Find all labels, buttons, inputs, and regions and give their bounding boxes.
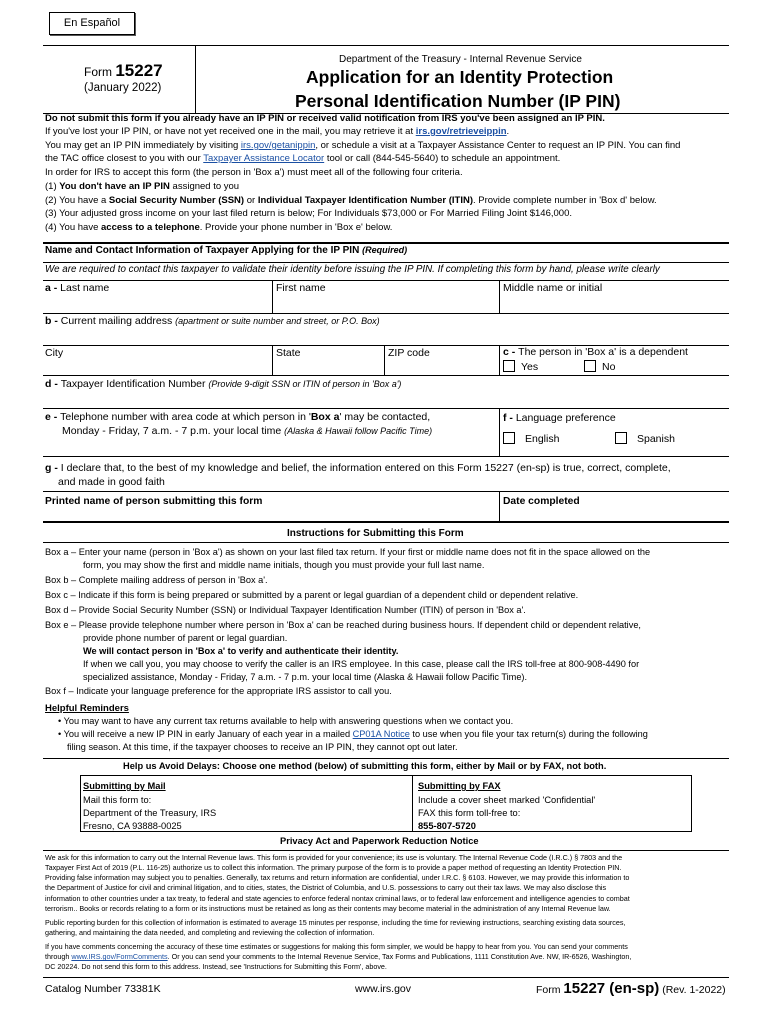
privacy-p7: Public reporting burden for this collection of information is estimated to average 15 minutes per response, including the time for reviewing instructions, searching existing data sources, <box>45 918 626 927</box>
form-number: Form 15227 <box>84 61 163 80</box>
privacy-title: Privacy Act and Paperwork Reduction Notice <box>280 836 479 846</box>
reminders-title: Helpful Reminders <box>45 703 129 714</box>
mailing-address-field[interactable]: b - Current mailing address (apartment or suite number and street, or P.O. Box) <box>45 315 380 327</box>
instr-box-e-5: specialized assistance, Monday - Friday, 7 a.m. - 7 p.m. your local time (Alaska & Hawaii follow Pacific Time). <box>83 672 528 682</box>
section-title: Name and Contact Information of Taxpayer Applying for the IP PIN (Required) <box>45 245 408 256</box>
intro-criteria: In order for IRS to accept this form (the person in 'Box a') must meet all of the following four criteria. <box>45 167 463 178</box>
english-option[interactable]: English <box>503 432 559 447</box>
spanish-checkbox[interactable] <box>615 432 627 444</box>
department: Department of the Treasury - Internal Revenue Service <box>339 54 582 65</box>
first-name-field[interactable]: First name <box>276 282 326 294</box>
date-completed-field[interactable]: Date completed <box>503 496 580 507</box>
dependent-label: c - The person in 'Box a' is a dependent <box>503 346 688 358</box>
spanish-option[interactable]: Spanish <box>615 432 675 447</box>
privacy-p3: Providing false information may subject you to penalties. Generally, tax returns and return information are confidential, under I.R.C. § 6103. However, we may provide this information to <box>45 873 630 882</box>
tin-field[interactable]: d - Taxpayer Identification Number (Provide 9-digit SSN or ITIN of person in 'Box a') <box>45 378 402 390</box>
lang-button-label: En Español <box>63 17 121 29</box>
criteria-4: (4) You have access to a telephone. Provide your phone number in 'Box e' below. <box>45 222 393 233</box>
section-note: We are required to contact this taxpayer to validate their identity before issuing the IP PIN. If completing this form by hand, please write clearly <box>45 264 660 275</box>
fax-heading: Submitting by FAX <box>418 781 501 791</box>
criteria-3: (3) Your adjusted gross income on your last filed return is below; For Individuals $73,000 or For Married Filing Joint $146,000. <box>45 208 572 219</box>
footer-form-number: Form 15227 (en-sp) (Rev. 1-2022) <box>536 980 726 997</box>
page-title-line2: Personal Identification Number (IP PIN) <box>295 91 621 111</box>
instr-box-e-3: We will contact person in 'Box a' to verify and authenticate their identity. <box>83 646 399 656</box>
dependent-yes[interactable]: Yes <box>503 360 538 375</box>
no-checkbox[interactable] <box>584 360 596 372</box>
privacy-p4: the Department of Justice for civil and criminal litigation, and to cities, states, the District of Columbia, and U.S. possessions to carry out their tax laws. We may also disclose this <box>45 883 607 892</box>
city-field[interactable]: City <box>45 347 64 359</box>
middle-name-field[interactable]: Middle name or initial <box>503 282 603 294</box>
zip-field[interactable]: ZIP code <box>388 347 430 359</box>
privacy-p8: gathering, and maintaining the data needed, and completing and reviewing the collection of information. <box>45 928 375 937</box>
instr-box-f: Box f – Indicate your language preference for the appropriate IRS assistor to call you. <box>45 686 392 696</box>
instr-box-b: Box b – Complete mailing address of person in 'Box a'. <box>45 575 268 585</box>
instr-box-d: Box d – Provide Social Security Number (SSN) or Individual Taxpayer Identification Number (ITIN) of person in 'Box a'. <box>45 605 526 615</box>
privacy-p2: Taxpayer First Act of 2019 (P.L. 116-25) authorize us to collect this information. The primary purpose of the form is to provide a paper method of requesting an Identity Protection PIN. <box>45 863 622 872</box>
submit-title: Help us Avoid Delays: Choose one method (below) of submitting this form, either by Mail or by FAX, not both. <box>123 761 607 771</box>
printed-name-field[interactable]: Printed name of person submitting this form <box>45 496 263 507</box>
form-date: (January 2022) <box>84 82 162 94</box>
instr-box-a-2: form, you may show the first and middle name initials, though you must provide your full last name. <box>83 560 485 570</box>
intro-tac: the TAC office closest to you with our Taxpayer Assistance Locator tool or call (844-545-5640) to schedule an appointment. <box>45 153 561 164</box>
language-label: f - Language preference <box>503 412 616 424</box>
state-field[interactable]: State <box>276 347 301 359</box>
en-espanol-button[interactable] <box>49 12 135 35</box>
mail-line2: Department of the Treasury, IRS <box>83 808 217 818</box>
privacy-p11: DC 20224. Do not send this form to this address. Instead, see 'Instructions for Submitting this Form', above. <box>45 962 387 971</box>
instructions-title: Instructions for Submitting this Form <box>287 528 464 539</box>
privacy-p9: If you have comments concerning the accuracy of these time estimates or suggestions for making this form simpler, we would be happy to hear from you. You can send your comments <box>45 942 628 951</box>
dependent-no[interactable]: No <box>584 360 615 375</box>
privacy-p1: We ask for this information to carry out the Internal Revenue laws. This form is provided for your convenience; its use is voluntary. The Internal Revenue Code (I.R.C.) § 7803 and the <box>45 853 623 862</box>
telephone-field[interactable]: e - Telephone number with area code at which person in 'Box a' may be contacted, <box>45 411 431 423</box>
privacy-p10: through www.IRS.gov/FormComments. Or you can send your comments to the Internal Revenue Service, Tax Forms and Publications, 1111 Constitution Ave. NW, IR-6526, Washington, <box>45 952 632 961</box>
privacy-p6: terrorism.. Books or records relating to a form or its instructions must be retained as long as their contents may become material in the administration of any Internal Revenue law. <box>45 904 611 913</box>
fax-line2: FAX this form toll-free to: <box>418 808 521 818</box>
declaration-line2: and made in good faith <box>58 476 165 488</box>
declaration: g - I declare that, to the best of my knowledge and belief, the information entered on this Form 15227 (en-sp) is true, correct, complete, <box>45 462 671 474</box>
reminder-2: • You will receive a new IP PIN in early January of each year in a mailed CP01A Notice to use when you file your tax return(s) during the following <box>58 729 648 739</box>
page-title-line1: Application for an Identity Protection <box>306 67 614 87</box>
getanippin-link[interactable]: irs.gov/getanippin <box>240 140 316 151</box>
catalog-number: Catalog Number 73381K <box>45 983 161 995</box>
instr-box-e-2: provide phone number of parent or legal guardian. <box>83 633 288 643</box>
intro-immediate: You may get an IP PIN immediately by visiting irs.gov/getanippin, or schedule a visit at a Taxpayer Assistance Center to request an IP PIN. You can find <box>45 140 681 151</box>
instr-box-e: Box e – Please provide telephone number where person in 'Box a' can be reached during business hours. If dependent child or dependent relative, <box>45 620 641 630</box>
last-name-field[interactable]: a - Last name <box>45 282 110 294</box>
reminder-3: filing season. At this time, if the taxpayer chooses to receive an IP PIN, they cannot opt out later. <box>67 742 458 752</box>
mail-line1: Mail this form to: <box>83 795 152 805</box>
intro-warning: Do not submit this form if you already have an IP PIN or received valid notification from IRS you've been assigned an IP PIN. <box>45 113 605 124</box>
intro-retrieve: If you've lost your IP PIN, or have not yet received one in the mail, you may retrieve it at irs.gov/retrieveippin. <box>45 126 510 137</box>
yes-checkbox[interactable] <box>503 360 515 372</box>
mail-heading: Submitting by Mail <box>83 781 166 791</box>
cp01a-link[interactable]: CP01A Notice <box>352 729 410 739</box>
fax-line1: Include a cover sheet marked 'Confidential' <box>418 795 596 805</box>
fax-number: 855-807-5720 <box>418 821 476 831</box>
instr-box-e-4: If when we call you, you may choose to verify the caller is an IRS employee. In this case, please call the IRS toll-free at 800-908-4490 for <box>83 659 640 669</box>
criteria-2: (2) You have a Social Security Number (SSN) or Individual Taxpayer Identification Number (ITIN). Provide complete number in 'Box d' below. <box>45 195 657 206</box>
english-checkbox[interactable] <box>503 432 515 444</box>
privacy-p5: information to other countries under a tax treaty, to federal and state agencies to enforce federal nontax criminal laws, or to federal law enforcement and intelligence agencies to combat <box>45 894 630 903</box>
locator-link[interactable]: Taxpayer Assistance Locator <box>203 153 325 164</box>
criteria-1: (1) You don't have an IP PIN assigned to you <box>45 181 240 192</box>
instr-box-c: Box c – Indicate if this form is being prepared or submitted by a parent or legal guardian of a dependent child or dependent relative. <box>45 590 579 600</box>
retrieveippin-link[interactable]: irs.gov/retrieveippin <box>415 126 507 137</box>
website: www.irs.gov <box>355 983 412 995</box>
reminder-1: • You may want to have any current tax returns available to help with answering questions when we contact you. <box>58 716 514 726</box>
formcomments-link[interactable]: www.IRS.gov/FormComments <box>71 952 168 961</box>
instr-box-a: Box a – Enter your name (person in 'Box a') as shown on your last filed tax return. If your first or middle name does not fit in the space allowed on the <box>45 547 651 557</box>
mail-line3: Fresno, CA 93888-0025 <box>83 821 182 831</box>
telephone-hours: Monday - Friday, 7 a.m. - 7 p.m. your local time (Alaska & Hawaii follow Pacific Time) <box>62 425 433 437</box>
